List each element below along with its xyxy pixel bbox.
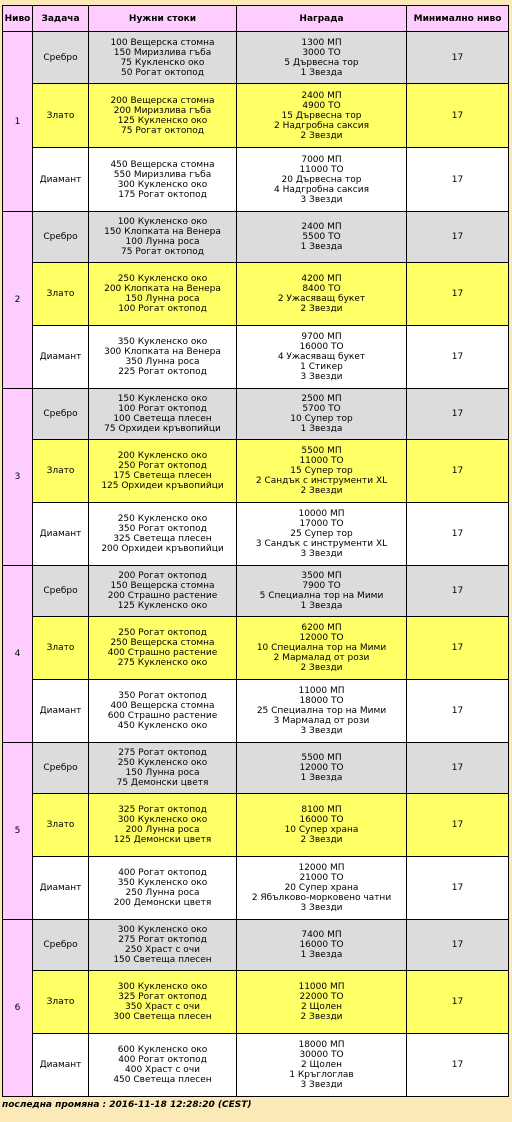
table-row [3,1034,509,1097]
task-cell: Диамант [33,326,89,389]
goods-line: 125 Кукленско око [117,115,208,126]
reward-line: 25 Супер тор [290,529,353,539]
reward-line: 5 Дървесна тор [284,57,359,68]
reward-line: 2 Звезди [300,486,343,496]
goods-line: 150 Клопката на Венера [104,227,221,237]
header-task: Задача [33,6,89,32]
goods-line: 450 Вещерска стомна [110,159,215,170]
table-row [3,84,509,148]
min-level-cell: 17 [407,971,509,1034]
reward-line: 3 Звезди [300,726,343,736]
goods-line: 150 Вещерска стомна [110,581,215,591]
goods-line: 400 Вещерска стомна [110,701,215,711]
goods-line: 300 Кукленско око [117,925,208,935]
min-level-cell: 17 [407,617,509,680]
reward-line: 2400 МП [301,222,342,232]
goods-cell [89,794,237,857]
reward-cell [237,32,407,84]
min-level-cell: 17 [407,212,509,263]
table-row [3,794,509,857]
reward-line: 1 Звезда [300,773,343,783]
reward-cell [237,440,407,503]
reward-line: 3500 МП [301,571,342,581]
task-cell: Злато [33,84,89,148]
goods-line: 325 Светеща плесен [113,534,212,544]
goods-line: 100 Светеща плесен [113,414,212,424]
reward-line: 2 Сандък с инструменти XL [255,476,388,486]
goods-line: 250 Рогат октопод [118,461,207,471]
reward-line: 3 Звезди [300,903,343,913]
reward-line: 12000 ТО [299,633,344,643]
goods-line: 200 Страшно растение [107,591,218,601]
reward-line: 8100 МП [301,805,342,815]
goods-line: 75 Орхидеи кръвопийци [104,424,221,434]
reward-line: 3 Звезди [300,372,343,382]
goods-cell [89,440,237,503]
task-cell: Диамант [33,857,89,920]
goods-line: 200 Лунна роса [125,825,200,835]
reward-line: 3 Звезди [300,194,343,205]
min-level-cell: 17 [407,920,509,971]
goods-line: 325 Рогат октопод [118,805,207,815]
goods-line: 275 Рогат октопод [118,935,207,945]
quest-table [2,5,509,1097]
task-cell: Сребро [33,566,89,617]
goods-line: 350 Рогат октопод [118,524,207,534]
goods-line: 600 Страшно растение [107,711,218,721]
task-cell: Сребро [33,389,89,440]
reward-line: 10 Супер тор [290,414,353,424]
reward-line: 10 Специална тор на Мими [256,643,387,653]
header-level: Ниво [3,6,33,32]
reward-line: 4 Надгробна саксия [274,184,369,195]
min-level-cell: 17 [407,794,509,857]
goods-line: 200 Миризлива гъба [113,105,212,116]
min-level-cell: 17 [407,743,509,794]
reward-line: 3 Звезди [300,549,343,559]
min-level-cell: 17 [407,440,509,503]
reward-line: 3 Звезди [300,1080,343,1090]
header-reward: Награда [237,6,407,32]
reward-line: 1300 МП [301,37,342,48]
reward-line: 11000 ТО [299,164,344,175]
reward-line: 4200 МП [301,274,342,284]
reward-line: 11000 МП [298,982,345,992]
goods-line: 75 Кукленско око [120,57,205,68]
reward-line: 1 Кръглоглав [289,1070,354,1080]
level-cell: 6 [3,920,33,1097]
level-cell: 5 [3,743,33,920]
last-modified: последна промяна : 2016-11-18 12:28:20 (CEST) [2,1100,252,1110]
reward-line: 7400 МП [301,930,342,940]
goods-line: 100 Лунна роса [125,237,200,247]
reward-cell [237,920,407,971]
goods-line: 250 Кукленско око [117,758,208,768]
goods-line: 150 Лунна роса [125,294,200,304]
reward-line: 2 Надгробна саксия [274,120,369,131]
goods-line: 200 Клопката на Венера [104,284,221,294]
table-body [3,32,509,1097]
goods-cell [89,920,237,971]
goods-cell [89,389,237,440]
goods-line: 200 Орхидеи кръвопийци [101,544,224,554]
goods-line: 250 Рогат октопод [118,628,207,638]
goods-line: 200 Демонски цветя [113,898,212,908]
goods-line: 225 Рогат октопод [118,367,207,377]
reward-line: 2 Звезди [300,835,343,845]
goods-line: 400 Рогат октопод [118,868,207,878]
goods-line: 450 Светеща плесен [113,1075,212,1085]
reward-line: 4 Ужасяващ букет [277,352,366,362]
reward-cell [237,1034,407,1097]
goods-cell [89,617,237,680]
level-cell: 1 [3,32,33,212]
table-row [3,263,509,326]
table-row [3,566,509,617]
goods-line: 175 Светеща плесен [113,471,212,481]
goods-line: 125 Кукленско око [117,601,208,611]
goods-line: 175 Рогат октопод [118,189,207,200]
reward-line: 21000 ТО [299,873,344,883]
goods-cell [89,32,237,84]
min-level-cell: 17 [407,389,509,440]
reward-line: 4900 ТО [302,100,341,111]
goods-line: 300 Кукленско око [117,982,208,992]
reward-line: 5500 МП [301,446,342,456]
table-row [3,148,509,212]
goods-line: 350 Рогат октопод [118,691,207,701]
table-row [3,857,509,920]
goods-line: 125 Демонски цветя [113,835,212,845]
reward-line: 2 Звезди [300,304,343,314]
goods-line: 100 Рогат октопод [118,304,207,314]
reward-line: 10000 МП [298,509,345,519]
table-row [3,389,509,440]
goods-line: 400 Храст с очи [125,1065,200,1075]
table-header-row [3,6,509,32]
table-row [3,971,509,1034]
reward-line: 2500 МП [301,394,342,404]
reward-line: 9700 МП [301,332,342,342]
reward-line: 2 Щолен [300,1060,343,1070]
task-cell: Сребро [33,212,89,263]
goods-line: 100 Кукленско око [117,217,208,227]
level-cell: 2 [3,212,33,389]
table-row [3,440,509,503]
goods-line: 200 Кукленско око [117,451,208,461]
reward-line: 18000 ТО [299,696,344,706]
goods-cell [89,148,237,212]
reward-line: 5700 ТО [302,404,341,414]
goods-line: 100 Вещерска стомна [110,37,215,48]
goods-cell [89,743,237,794]
reward-line: 2400 МП [301,90,342,101]
reward-line: 1 Звезда [300,424,343,434]
reward-line: 8400 ТО [302,284,341,294]
goods-line: 450 Кукленско око [117,721,208,731]
goods-line: 550 Миризлива гъба [113,169,212,180]
task-cell: Злато [33,440,89,503]
reward-line: 16000 ТО [299,342,344,352]
table-row [3,617,509,680]
reward-line: 20 Супер храна [284,883,359,893]
header-goods: Нужни стоки [89,6,237,32]
min-level-cell: 17 [407,503,509,566]
table-row [3,743,509,794]
reward-line: 22000 ТО [299,992,344,1002]
min-level-cell: 17 [407,84,509,148]
reward-line: 18000 МП [298,1040,345,1050]
task-cell: Сребро [33,920,89,971]
task-cell: Злато [33,971,89,1034]
reward-line: 20 Дървесна тор [281,174,362,185]
table-row [3,32,509,84]
task-cell: Диамант [33,1034,89,1097]
reward-line: 2 Звезди [300,1012,343,1022]
min-level-cell: 17 [407,263,509,326]
reward-line: 11000 ТО [299,456,344,466]
reward-line: 11000 МП [298,686,345,696]
reward-line: 2 Ужасяващ букет [277,294,366,304]
reward-line: 12000 ТО [299,763,344,773]
reward-cell [237,566,407,617]
reward-line: 2 Щолен [300,1002,343,1012]
reward-line: 7900 ТО [302,581,341,591]
goods-line: 300 Клопката на Венера [104,347,221,357]
goods-line: 200 Рогат октопод [118,571,207,581]
goods-line: 250 Храст с очи [125,945,200,955]
reward-line: 15 Супер тор [290,466,353,476]
reward-cell [237,212,407,263]
goods-line: 200 Вещерска стомна [110,95,215,106]
reward-cell [237,617,407,680]
goods-line: 300 Кукленско око [117,815,208,825]
goods-line: 100 Рогат октопод [118,404,207,414]
goods-line: 300 Светеща плесен [113,1012,212,1022]
reward-line: 12000 МП [298,863,345,873]
min-level-cell: 17 [407,32,509,84]
reward-line: 1 Звезда [300,67,343,78]
min-level-cell: 17 [407,680,509,743]
goods-line: 75 Рогат октопод [121,247,204,257]
task-cell: Злато [33,794,89,857]
reward-line: 15 Дървесна тор [281,110,362,121]
table-row [3,212,509,263]
goods-line: 600 Кукленско око [117,1045,208,1055]
reward-line: 3000 ТО [302,47,341,58]
reward-line: 10 Супер храна [284,825,359,835]
reward-line: 5500 МП [301,753,342,763]
goods-line: 400 Страшно растение [107,648,218,658]
header-min-level: Минимално ниво [407,6,509,32]
min-level-cell: 17 [407,1034,509,1097]
goods-line: 400 Рогат октопод [118,1055,207,1065]
goods-line: 150 Светеща плесен [113,955,212,965]
min-level-cell: 17 [407,326,509,389]
goods-line: 75 Демонски цветя [116,778,209,788]
reward-line: 2 Ябълково-морковено чатни [251,893,392,903]
goods-cell [89,263,237,326]
reward-line: 7000 МП [301,154,342,165]
reward-cell [237,794,407,857]
level-cell: 4 [3,566,33,743]
goods-cell [89,566,237,617]
goods-line: 50 Рогат октопод [121,67,204,78]
goods-cell [89,503,237,566]
reward-line: 2 Звезди [300,663,343,673]
goods-line: 150 Кукленско око [117,394,208,404]
min-level-cell: 17 [407,566,509,617]
table-row [3,920,509,971]
task-cell: Сребро [33,32,89,84]
goods-line: 150 Миризлива гъба [113,47,212,58]
goods-cell [89,212,237,263]
task-cell: Диамант [33,148,89,212]
goods-line: 300 Кукленско око [117,179,208,190]
table-row [3,503,509,566]
task-cell: Сребро [33,743,89,794]
goods-line: 350 Кукленско око [117,878,208,888]
goods-line: 75 Рогат октопод [121,125,204,136]
goods-line: 350 Храст с очи [125,1002,200,1012]
goods-line: 250 Вещерска стомна [110,638,215,648]
goods-cell [89,326,237,389]
goods-cell [89,84,237,148]
level-cell: 3 [3,389,33,566]
reward-line: 16000 ТО [299,940,344,950]
reward-line: 1 Звезда [300,950,343,960]
goods-cell [89,857,237,920]
reward-line: 2 Звезди [300,130,343,141]
goods-line: 125 Орхидеи кръвопийци [101,481,224,491]
reward-line: 17000 ТО [299,519,344,529]
task-cell: Диамант [33,503,89,566]
table-row [3,326,509,389]
reward-line: 25 Специална тор на Мими [256,706,387,716]
reward-cell [237,971,407,1034]
reward-line: 5 Специална тор на Мими [259,591,384,601]
reward-line: 3 Сандък с инструменти XL [255,539,388,549]
goods-line: 250 Лунна роса [125,888,200,898]
reward-line: 3 Мармалад от рози [273,716,370,726]
reward-line: 5500 ТО [302,232,341,242]
task-cell: Злато [33,263,89,326]
reward-cell [237,263,407,326]
reward-line: 1 Звезда [300,601,343,611]
reward-cell [237,503,407,566]
reward-line: 6200 МП [301,623,342,633]
goods-line: 350 Лунна роса [125,357,200,367]
goods-line: 250 Кукленско око [117,514,208,524]
min-level-cell: 17 [407,857,509,920]
reward-line: 16000 ТО [299,815,344,825]
task-cell: Злато [33,617,89,680]
task-cell: Диамант [33,680,89,743]
goods-line: 250 Кукленско око [117,274,208,284]
reward-cell [237,857,407,920]
goods-line: 275 Рогат октопод [118,748,207,758]
reward-line: 1 Звезда [300,242,343,252]
reward-cell [237,84,407,148]
goods-cell [89,680,237,743]
reward-cell [237,680,407,743]
goods-line: 325 Рогат октопод [118,992,207,1002]
reward-cell [237,389,407,440]
table-row [3,680,509,743]
goods-line: 275 Кукленско око [117,658,208,668]
reward-line: 30000 ТО [299,1050,344,1060]
min-level-cell: 17 [407,148,509,212]
goods-line: 350 Кукленско око [117,337,208,347]
goods-cell [89,1034,237,1097]
reward-cell [237,148,407,212]
reward-cell [237,743,407,794]
goods-cell [89,971,237,1034]
reward-line: 1 Стикер [300,362,343,372]
goods-line: 150 Лунна роса [125,768,200,778]
reward-cell [237,326,407,389]
reward-line: 2 Мармалад от рози [273,653,370,663]
